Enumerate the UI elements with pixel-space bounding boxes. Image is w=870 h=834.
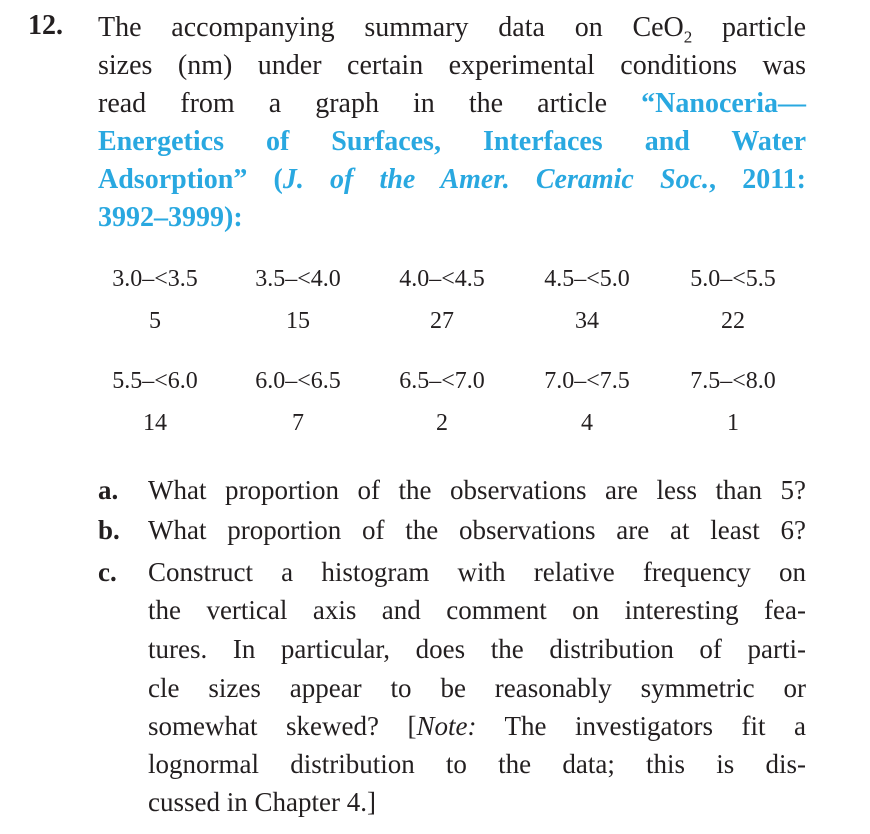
part-a-label: a. [98,475,119,505]
journal-name: J. of the Amer. Ceramic Soc. [282,164,710,195]
part-c-text: The investigators fit a [476,711,806,741]
interval: 7.0–<7.5 [544,368,630,394]
part-c-text: somewhat skewed? [ [148,711,417,741]
part-c-line: lognormal distribution to the data; this is dis- [148,749,806,779]
interval: 5.0–<5.5 [690,266,776,292]
frequency: 4 [581,410,593,436]
frequency: 2 [436,410,448,436]
frequency: 22 [721,308,745,334]
article-title: Adsorption” [98,164,248,195]
intro-text: The accompanying summary data on CeO [98,12,684,43]
part-c-line: Construct a histogram with relative frequency on [148,557,806,587]
frequency: 27 [430,308,454,334]
interval: 4.5–<5.0 [544,266,630,292]
article-title: “Nanoceria— [641,88,807,119]
interval: 6.0–<6.5 [255,368,341,394]
part-b-label: b. [98,515,120,545]
part-c-line: cussed in Chapter 4.] [148,787,376,817]
intro-text: particle [692,12,807,43]
interval: 5.5–<6.0 [112,368,198,394]
frequency: 15 [286,308,310,334]
interval: 3.0–<3.5 [112,266,198,292]
part-c-line: the vertical axis and comment on interesting fea- [148,595,806,625]
paren: ( [247,164,283,195]
intro-line-3 [98,85,806,123]
interval: 6.5–<7.0 [399,368,485,394]
note-label: Note: [416,711,477,741]
part-c-line: tures. In particular, does the distribution of parti- [148,634,806,664]
subscript: 2 [683,27,693,47]
intro-text: read from a graph in the article [98,88,608,119]
part-c-line: cle sizes appear to be reasonably symmetric or [148,673,806,703]
part-c-line [148,707,806,745]
part-c-label: c. [98,557,117,587]
citation-line [98,161,806,199]
frequency: 1 [727,410,739,436]
interval: 4.0–<4.5 [399,266,485,292]
article-title-line: Energetics of Surfaces, Interfaces and Water [98,126,806,157]
frequency: 7 [292,410,304,436]
interval: 7.5–<8.0 [690,368,776,394]
interval: 3.5–<4.0 [255,266,341,292]
frequency: 34 [575,308,599,334]
frequency: 14 [143,410,167,436]
problem-number: 12. [28,10,63,41]
part-a-text: What proportion of the observations are less than 5? [148,475,806,505]
part-b-text: What proportion of the observations are at least 6? [148,515,806,545]
citation-year: , 2011: [709,164,806,195]
citation-pages: 3992–3999): [98,202,243,233]
intro-line-2: sizes (nm) under certain experimental conditions was [98,50,806,81]
frequency: 5 [149,308,161,334]
